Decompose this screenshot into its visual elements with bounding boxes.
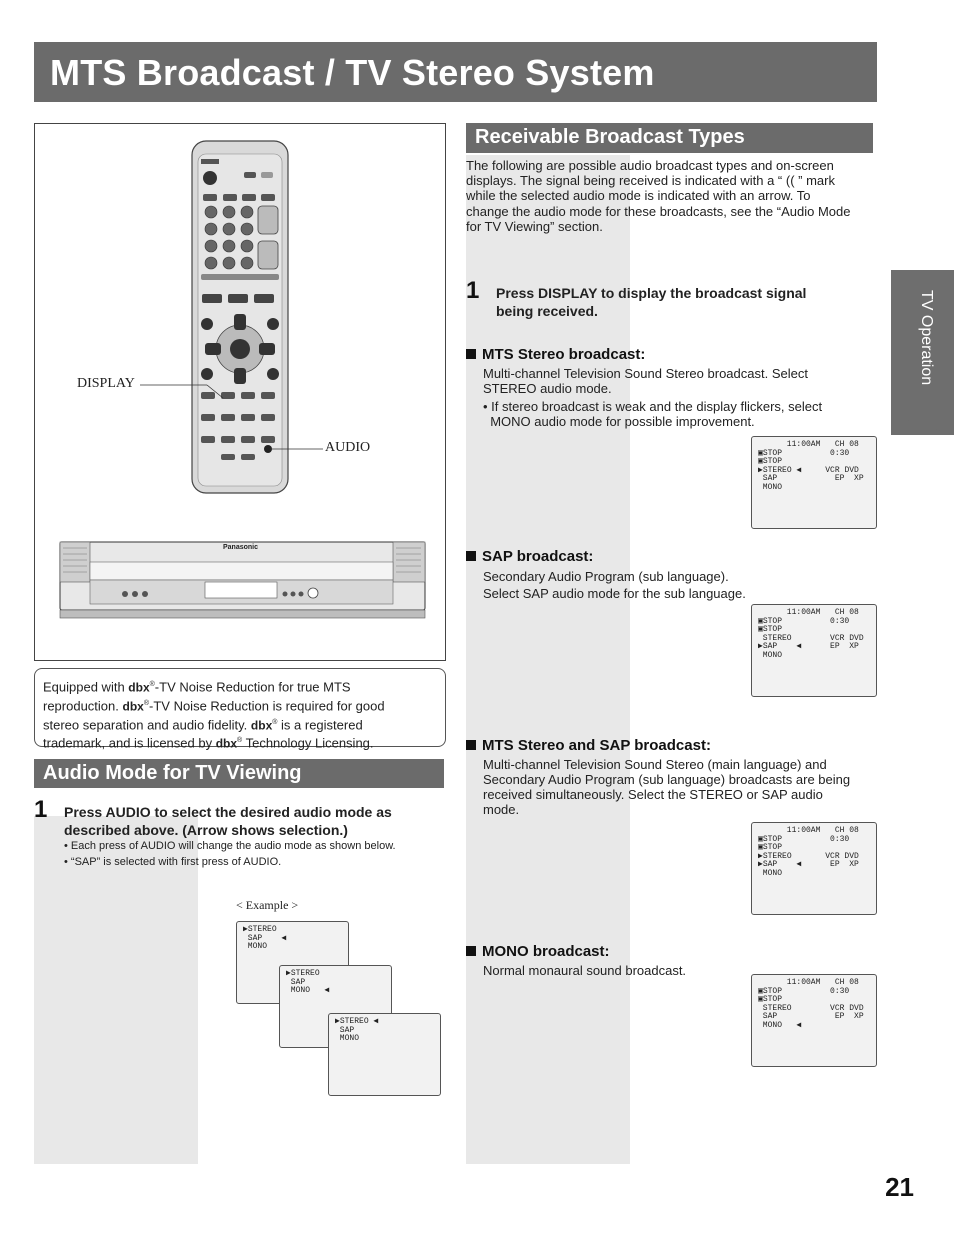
dbx-line-4: trademark, and is licensed by dbx® Technology Licensing. — [43, 735, 374, 751]
sap-screen: 11:00AM CH 08 ▣STOP 0:30 ▣STOP STEREO VCR DVD ▶SAP ◀ EP XP MONO — [751, 604, 877, 697]
remote-figure — [34, 123, 446, 661]
dbx-line-2: reproduction. dbx®-TV Noise Reduction is required for good — [43, 698, 385, 714]
display-callout: DISPLAY — [77, 376, 135, 391]
receivable-step-number: 1 — [466, 277, 480, 304]
page-title: MTS Broadcast / TV Stereo System — [50, 52, 655, 93]
audio-mode-step-number: 1 — [34, 796, 48, 823]
mts-stereo-desc: Multi-channel Television Sound Stereo broadcast. Select STEREO audio mode. • If stereo broadcast is weak and the display flickers, select MONO audio mode for possible improvement. — [483, 366, 823, 429]
title-bar — [34, 42, 877, 102]
square-bullet-icon — [466, 349, 476, 359]
square-bullet-icon — [466, 740, 476, 750]
receivable-intro: The following are possible audio broadcast types and on-screen displays. The signal being received is indicated with a “ (( ” mark while the selected audio mode is indicated with an arrow. To change the audio mode for these broadcasts, see the “Audio Mode for TV Viewing” section. — [466, 158, 851, 234]
sap-desc: Secondary Audio Program (sub language). Select SAP audio mode for the sub language. — [483, 569, 746, 601]
receivable-heading: Receivable Broadcast Types — [466, 123, 873, 153]
square-bullet-icon — [466, 551, 476, 561]
mts-sap-desc: Multi-channel Television Sound Stereo (main language) and Secondary Audio Program (sub language) broadcasts are being received simultaneously. Select the STEREO or SAP audio mode. — [483, 757, 851, 817]
side-tab — [891, 270, 954, 435]
square-bullet-icon — [466, 946, 476, 956]
brand-label: Panasonic — [223, 544, 259, 551]
dbx-logo-3: dbx — [250, 717, 273, 732]
example-label: < Example > — [236, 898, 299, 912]
dbx-line-1: Equipped with dbx®-TV Noise Reduction for true MTS — [43, 679, 351, 695]
audio-callout: AUDIO — [325, 440, 371, 455]
mono-screen: 11:00AM CH 08 ▣STOP 0:30 ▣STOP STEREO VCR DVD SAP EP XP MONO ◀ — [751, 974, 877, 1067]
audio-mode-heading: Audio Mode for TV Viewing — [34, 759, 444, 788]
remote-illustration — [35, 124, 445, 660]
audio-mode-bullets: • Each press of AUDIO will change the audio mode as shown below. • “SAP” is selected with first press of AUDIO. — [64, 840, 396, 868]
page-number: 21 — [885, 1172, 914, 1202]
example-screen-2: ▶STEREO SAP MONO ◀ — [279, 965, 392, 1048]
audio-mode-step-text: Press AUDIO to select the desired audio mode as described above. (Arrow shows selection.) — [64, 804, 392, 838]
example-screen-3: ▶STEREO ◀ SAP MONO — [328, 1013, 441, 1096]
mts-sap-heading: MTS Stereo and SAP broadcast: — [466, 737, 711, 754]
dbx-logo-1: dbx — [128, 680, 150, 695]
side-tab-label: TV Operation — [918, 290, 935, 386]
receivable-step-text: Press DISPLAY to display the broadcast signal being received. — [496, 285, 807, 319]
dbx-note — [34, 668, 446, 751]
example-screen-1: ▶STEREO SAP ◀ MONO — [236, 921, 349, 1004]
mts-stereo-heading: MTS Stereo broadcast: — [466, 346, 645, 363]
mono-desc: Normal monaural sound broadcast. — [483, 963, 687, 978]
mts-sap-screen: 11:00AM CH 08 ▣STOP 0:30 ▣STOP ▶STEREO VCR DVD ▶SAP ◀ EP XP MONO — [751, 822, 877, 915]
dbx-line-3: stereo separation and audio fidelity. dbx® is a registered — [43, 716, 363, 732]
mts-stereo-screen: 11:00AM CH 08 ▣STOP 0:30 ▣STOP ▶STEREO ◀ VCR DVD SAP EP XP MONO — [751, 436, 877, 529]
sap-heading: SAP broadcast: — [466, 548, 593, 565]
dbx-logo-2: dbx — [122, 699, 144, 714]
dbx-logo-4: dbx — [215, 736, 238, 751]
mono-heading: MONO broadcast: — [466, 943, 610, 960]
